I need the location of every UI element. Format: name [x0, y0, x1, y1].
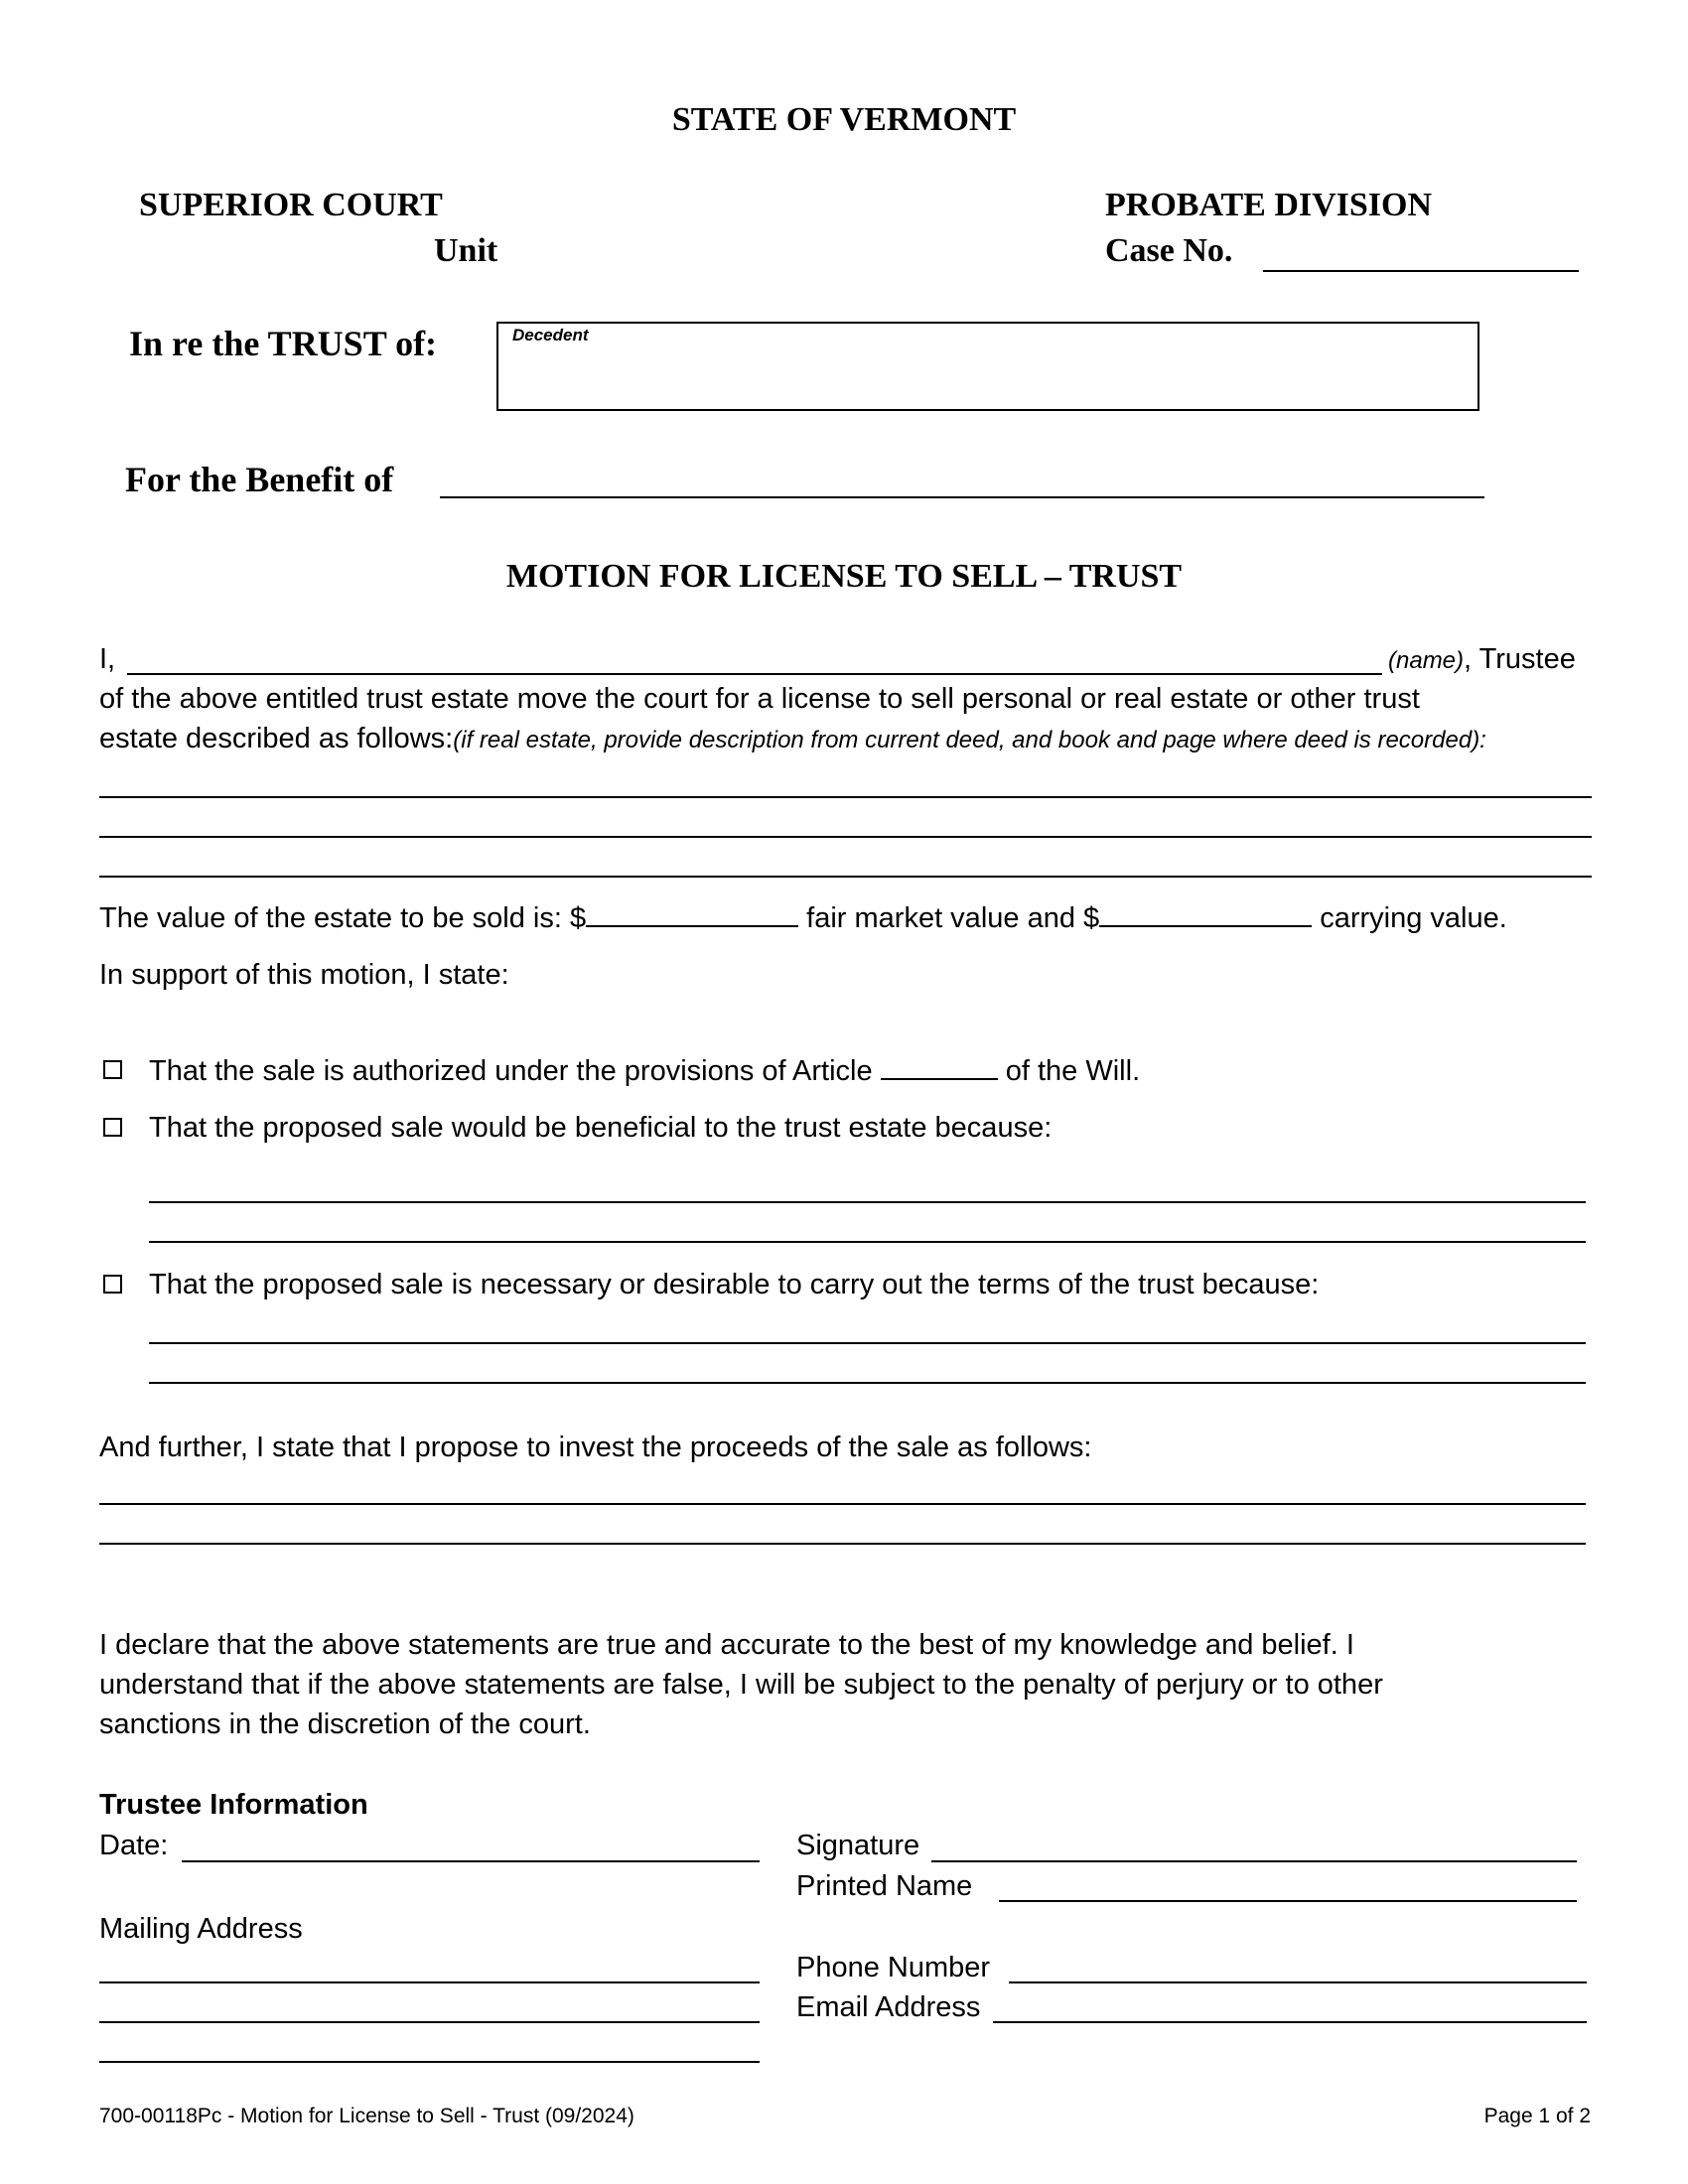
trustee-name-field[interactable] [127, 673, 1382, 675]
trustee-word: , Trustee [1464, 643, 1576, 675]
date-field[interactable] [182, 1860, 760, 1862]
invest-line-2[interactable] [99, 1543, 1586, 1545]
beneficial-option: That the proposed sale would be beneficial to the trust estate because: [149, 1112, 1053, 1144]
fair-market-value-field[interactable] [586, 897, 798, 927]
description-line-2[interactable] [99, 836, 1592, 838]
benefit-label: For the Benefit of [125, 460, 394, 499]
declaration-line-3: sanctions in the discretion of the court. [99, 1708, 591, 1740]
intro-line-3-main: estate described as follows: [99, 723, 454, 754]
necessary-checkbox[interactable] [103, 1275, 122, 1294]
signature-label: Signature [796, 1830, 920, 1861]
court-name: SUPERIOR COURT [139, 187, 443, 223]
printed-name-field[interactable] [999, 1900, 1577, 1902]
invest-label: And further, I state that I propose to invest the proceeds of the sale as follows: [99, 1432, 1092, 1463]
case-number-field[interactable] [1263, 270, 1579, 272]
value-prefix: The value of the estate to be sold is: $ [99, 902, 587, 934]
article-suffix: of the Will. [1005, 1055, 1141, 1087]
real-estate-hint: (if real estate, provide description from current deed, and book and page where deed is recorded): [453, 727, 1486, 753]
description-line-1[interactable] [99, 796, 1592, 798]
email-address-field[interactable] [993, 2021, 1587, 2023]
necessary-option: That the proposed sale is necessary or desirable to carry out the terms of the trust because: [149, 1269, 1320, 1300]
intro-line-3 [99, 719, 1486, 760]
name-hint: (name) [1388, 647, 1465, 674]
necessary-line-2[interactable] [149, 1382, 1586, 1384]
form-id: 700-00118Pc - Motion for License to Sell - Trust (09/2024) [99, 2105, 634, 2127]
mailing-address-line-1[interactable] [99, 1981, 760, 1983]
unit-label: Unit [434, 232, 498, 269]
page-number: Page 1 of 2 [1483, 2105, 1591, 2127]
case-number-label: Case No. [1105, 232, 1233, 269]
necessary-line-1[interactable] [149, 1342, 1586, 1344]
intro-prefix: I, [99, 643, 116, 675]
intro-line-2: of the above entitled trust estate move the court for a license to sell personal or real estate or other trust [99, 683, 1420, 715]
declaration-line-2: understand that if the above statements are false, I will be subject to the penalty of perjury or to other [99, 1669, 1383, 1701]
article-number-field[interactable] [881, 1050, 998, 1080]
declaration-line-1: I declare that the above statements are true and accurate to the best of my knowledge and belief. I [99, 1629, 1354, 1661]
decedent-label: Decedent [512, 326, 589, 344]
carrying-value-field[interactable] [1099, 897, 1312, 927]
beneficial-line-1[interactable] [149, 1201, 1586, 1203]
description-line-3[interactable] [99, 876, 1592, 878]
intro-name-trustee [1388, 639, 1576, 681]
article-prefix: That the sale is authorized under the provisions of Article [149, 1055, 873, 1087]
mailing-address-line-2[interactable] [99, 2021, 760, 2023]
date-label: Date: [99, 1830, 169, 1861]
fair-market-label: fair market value and $ [806, 902, 1100, 934]
signature-field[interactable] [931, 1860, 1577, 1862]
invest-line-1[interactable] [99, 1503, 1586, 1505]
decedent-box[interactable] [496, 322, 1479, 411]
value-statement [99, 897, 1507, 938]
printed-name-label: Printed Name [796, 1870, 973, 1902]
mailing-address-label: Mailing Address [99, 1913, 303, 1945]
benefit-field[interactable] [440, 496, 1484, 498]
article-checkbox[interactable] [103, 1060, 122, 1079]
support-label: In support of this motion, I state: [99, 959, 509, 991]
beneficial-checkbox[interactable] [103, 1118, 122, 1137]
article-option [149, 1050, 1140, 1091]
carrying-label: carrying value. [1320, 902, 1507, 934]
in-re-label: In re the TRUST of: [129, 324, 438, 363]
mailing-address-line-3[interactable] [99, 2061, 760, 2063]
division-name: PROBATE DIVISION [1105, 187, 1433, 223]
trustee-info-heading: Trustee Information [99, 1789, 368, 1821]
motion-title: MOTION FOR LICENSE TO SELL – TRUST [505, 558, 1183, 595]
phone-number-field[interactable] [1009, 1981, 1587, 1983]
beneficial-line-2[interactable] [149, 1241, 1586, 1243]
phone-number-label: Phone Number [796, 1952, 991, 1983]
state-heading: STATE OF VERMONT [671, 101, 1017, 138]
email-address-label: Email Address [796, 1991, 981, 2023]
